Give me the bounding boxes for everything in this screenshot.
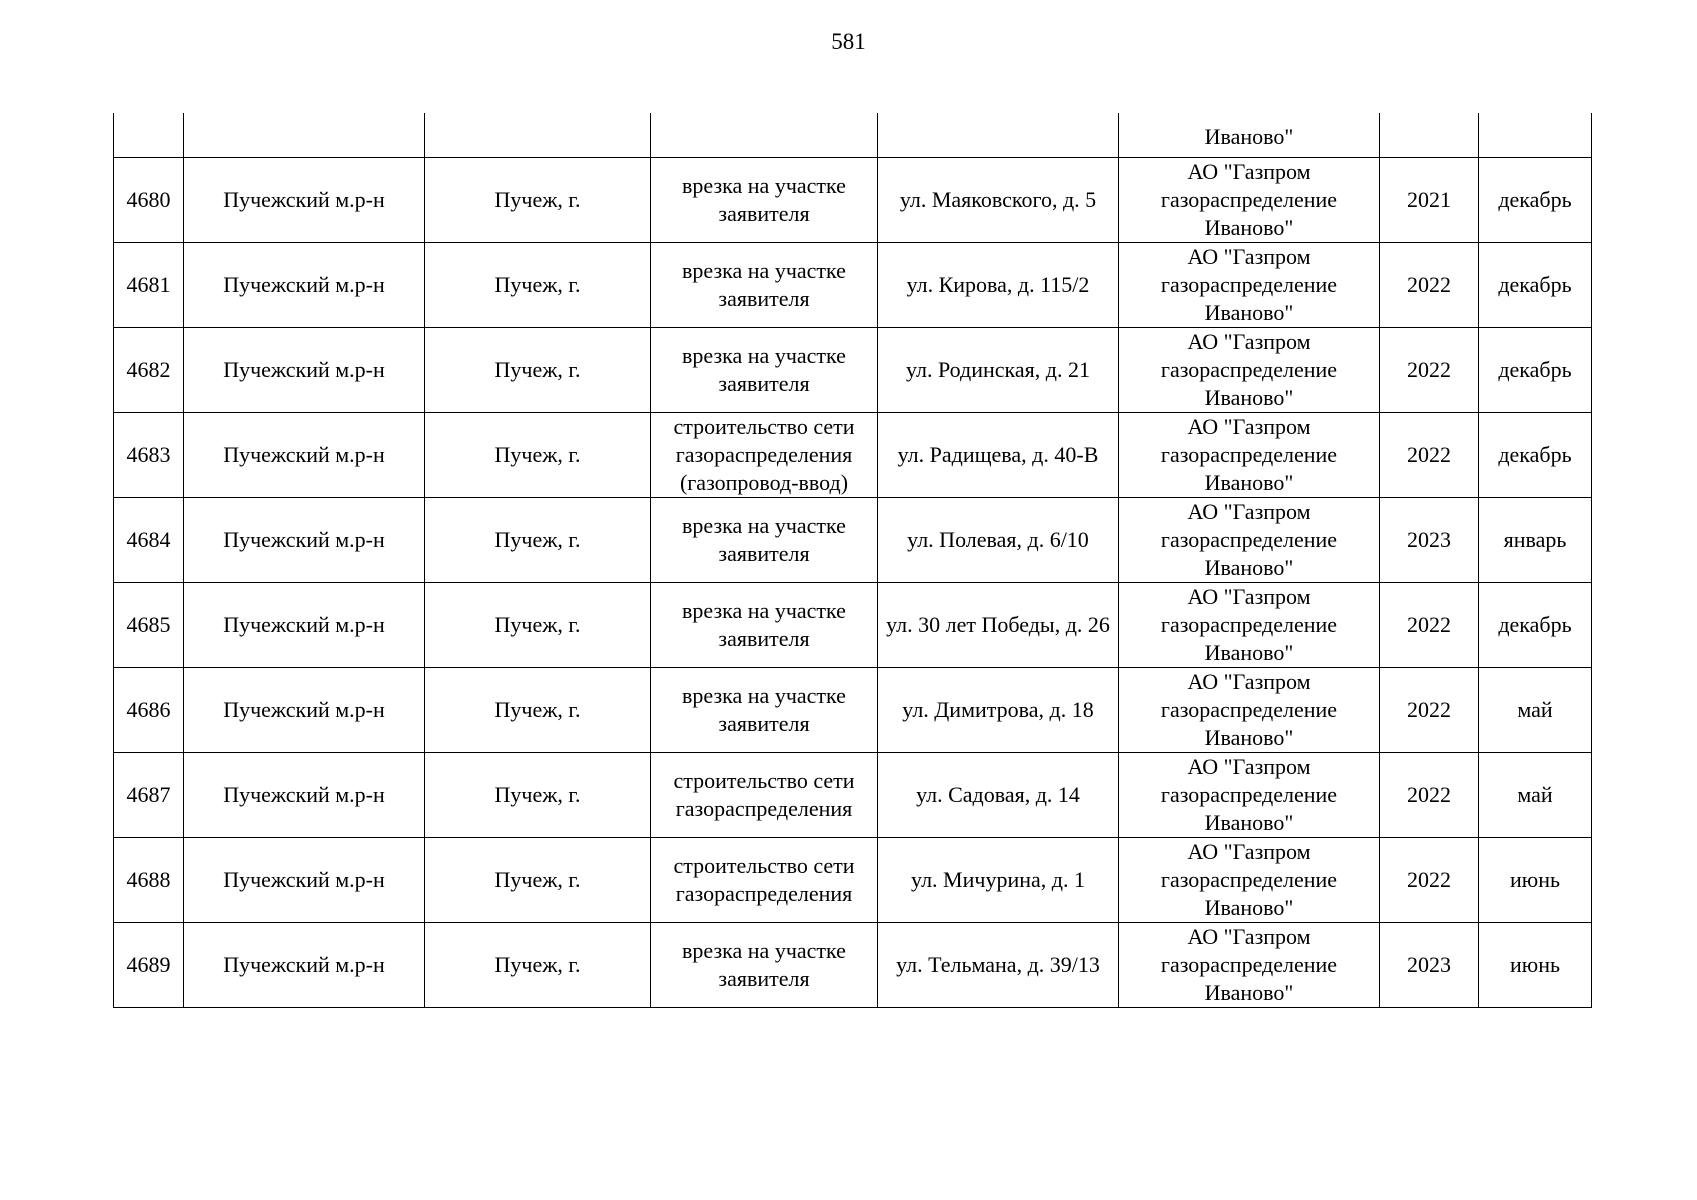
cell-address: ул. Родинская, д. 21 — [878, 328, 1119, 413]
cell-year: 2022 — [1380, 753, 1479, 838]
cell-num: 4688 — [114, 838, 184, 923]
cell-year: 2022 — [1380, 838, 1479, 923]
table-row — [114, 668, 1592, 753]
cell-settlement: Пучеж, г. — [425, 583, 651, 668]
cell-month: декабрь — [1479, 243, 1592, 328]
cell-month: май — [1479, 753, 1592, 838]
cell-month: май — [1479, 668, 1592, 753]
cell-organization: АО "Газпром газораспределение Иваново" — [1119, 583, 1380, 668]
table-row — [114, 753, 1592, 838]
cell-num: 4684 — [114, 498, 184, 583]
cell-address: ул. 30 лет Победы, д. 26 — [878, 583, 1119, 668]
cell-month: декабрь — [1479, 158, 1592, 243]
cell-settlement: Пучеж, г. — [425, 753, 651, 838]
cell-address: ул. Мичурина, д. 1 — [878, 838, 1119, 923]
cell-work-type: врезка на участке заявителя — [651, 243, 878, 328]
cell-settlement: Пучеж, г. — [425, 158, 651, 243]
cell-organization: Иваново" — [1119, 113, 1380, 158]
cell-settlement: Пучеж, г. — [425, 328, 651, 413]
page-number: 581 — [831, 29, 866, 54]
cell-district: Пучежский м.р-н — [184, 923, 425, 1008]
cell-year: 2023 — [1380, 498, 1479, 583]
cell-work-type: строительство сети газораспределения — [651, 753, 878, 838]
cell-settlement: Пучеж, г. — [425, 243, 651, 328]
cell-address: ул. Садовая, д. 14 — [878, 753, 1119, 838]
cell-organization: АО "Газпром газораспределение Иваново" — [1119, 498, 1380, 583]
cell-month: декабрь — [1479, 413, 1592, 498]
cell-district: Пучежский м.р-н — [184, 413, 425, 498]
cell-month: декабрь — [1479, 583, 1592, 668]
cell-district: Пучежский м.р-н — [184, 243, 425, 328]
cell-district — [184, 113, 425, 158]
cell-num: 4685 — [114, 583, 184, 668]
cell-month — [1479, 113, 1592, 158]
cell-organization: АО "Газпром газораспределение Иваново" — [1119, 838, 1380, 923]
cell-num — [114, 113, 184, 158]
cell-year: 2021 — [1380, 158, 1479, 243]
table-row — [114, 243, 1592, 328]
cell-address: ул. Полевая, д. 6/10 — [878, 498, 1119, 583]
cell-address: ул. Димитрова, д. 18 — [878, 668, 1119, 753]
cell-month: январь — [1479, 498, 1592, 583]
cell-district: Пучежский м.р-н — [184, 158, 425, 243]
cell-settlement: Пучеж, г. — [425, 668, 651, 753]
cell-organization: АО "Газпром газораспределение Иваново" — [1119, 413, 1380, 498]
cell-year: 2022 — [1380, 413, 1479, 498]
cell-settlement: Пучеж, г. — [425, 923, 651, 1008]
cell-year: 2022 — [1380, 243, 1479, 328]
cell-month: декабрь — [1479, 328, 1592, 413]
cell-district: Пучежский м.р-н — [184, 668, 425, 753]
cell-work-type: врезка на участке заявителя — [651, 158, 878, 243]
cell-organization: АО "Газпром газораспределение Иваново" — [1119, 753, 1380, 838]
cell-month: июнь — [1479, 923, 1592, 1008]
cell-organization: АО "Газпром газораспределение Иваново" — [1119, 923, 1380, 1008]
cell-organization: АО "Газпром газораспределение Иваново" — [1119, 158, 1380, 243]
cell-work-type: врезка на участке заявителя — [651, 668, 878, 753]
cell-district: Пучежский м.р-н — [184, 838, 425, 923]
cell-organization: АО "Газпром газораспределение Иваново" — [1119, 328, 1380, 413]
cell-num: 4680 — [114, 158, 184, 243]
cell-settlement: Пучеж, г. — [425, 498, 651, 583]
cell-work-type — [651, 113, 878, 158]
cell-organization: АО "Газпром газораспределение Иваново" — [1119, 243, 1380, 328]
cell-work-type: врезка на участке заявителя — [651, 328, 878, 413]
cell-district: Пучежский м.р-н — [184, 583, 425, 668]
table-row — [114, 498, 1592, 583]
table-row — [114, 583, 1592, 668]
cell-year: 2022 — [1380, 583, 1479, 668]
cell-work-type: строительство сети газораспределения (газопровод-ввод) — [651, 413, 878, 498]
table-row — [114, 158, 1592, 243]
cell-organization: АО "Газпром газораспределение Иваново" — [1119, 668, 1380, 753]
table-row — [114, 838, 1592, 923]
cell-year — [1380, 113, 1479, 158]
cell-year: 2023 — [1380, 923, 1479, 1008]
cell-district: Пучежский м.р-н — [184, 753, 425, 838]
cell-district: Пучежский м.р-н — [184, 498, 425, 583]
cell-work-type: строительство сети газораспределения — [651, 838, 878, 923]
cell-work-type: врезка на участке заявителя — [651, 583, 878, 668]
cell-settlement: Пучеж, г. — [425, 413, 651, 498]
table-row — [114, 413, 1592, 498]
cell-work-type: врезка на участке заявителя — [651, 498, 878, 583]
table-row — [114, 923, 1592, 1008]
cell-month: июнь — [1479, 838, 1592, 923]
cell-year: 2022 — [1380, 328, 1479, 413]
cell-num: 4686 — [114, 668, 184, 753]
cell-year: 2022 — [1380, 668, 1479, 753]
continuation-row — [114, 113, 1592, 158]
cell-address: ул. Кирова, д. 115/2 — [878, 243, 1119, 328]
cell-address: ул. Тельмана, д. 39/13 — [878, 923, 1119, 1008]
cell-work-type: врезка на участке заявителя — [651, 923, 878, 1008]
cell-address: ул. Маяковского, д. 5 — [878, 158, 1119, 243]
cell-address — [878, 113, 1119, 158]
table-row — [114, 328, 1592, 413]
cell-settlement — [425, 113, 651, 158]
cell-address: ул. Радищева, д. 40-В — [878, 413, 1119, 498]
cell-district: Пучежский м.р-н — [184, 328, 425, 413]
cell-settlement: Пучеж, г. — [425, 838, 651, 923]
cell-num: 4689 — [114, 923, 184, 1008]
cell-num: 4681 — [114, 243, 184, 328]
cell-num: 4687 — [114, 753, 184, 838]
gas-connection-table — [113, 113, 1592, 1008]
cell-num: 4683 — [114, 413, 184, 498]
cell-num: 4682 — [114, 328, 184, 413]
